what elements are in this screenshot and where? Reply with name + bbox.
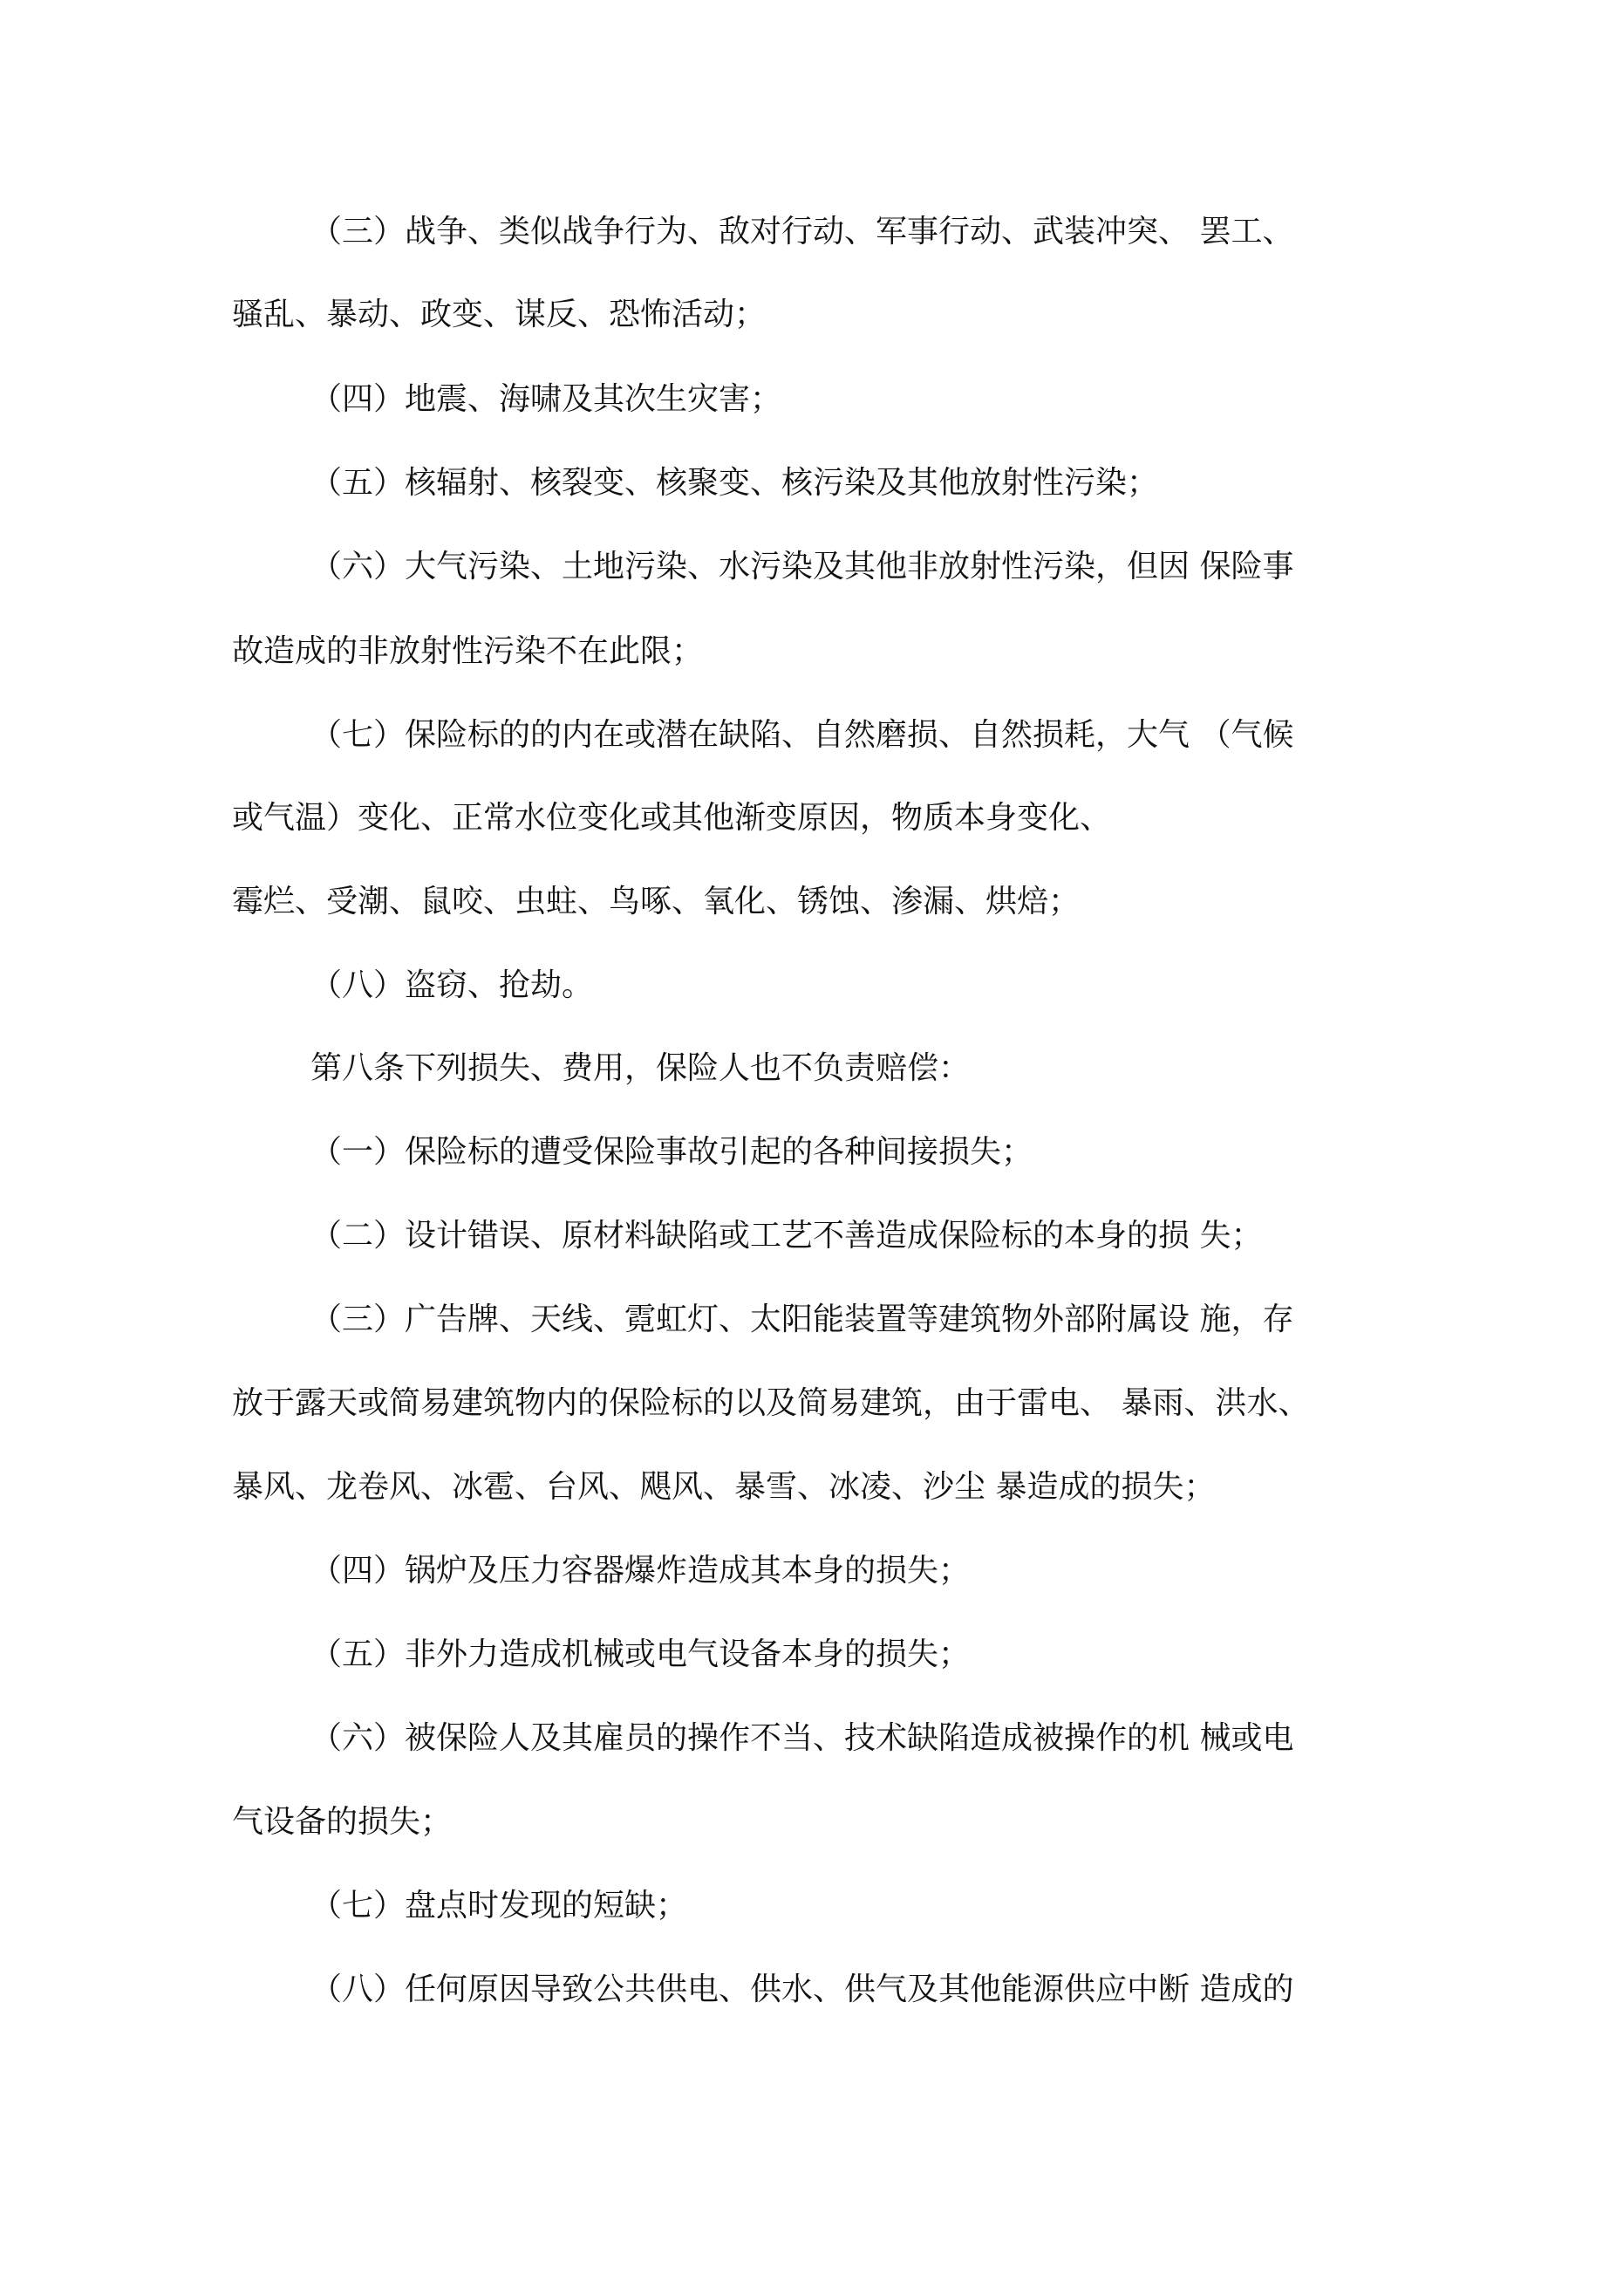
clause-8-item-4: （四）锅炉及压力容器爆炸造成其本身的损失； (310, 1553, 971, 1589)
clause-7-item-7-line-3: 霉烂、受潮、鼠咬、虫蛀、鸟啄、氧化、锈蚀、渗漏、烘焙； (232, 884, 1081, 919)
clause-7-item-4: （四）地震、海啸及其次生灾害； (310, 381, 782, 417)
clause-7-item-6-line-2: 故造成的非放射性污染不在此限； (232, 633, 704, 669)
clause-7-item-7-line-2: 或气温）变化、正常水位变化或其他渐变原因，物质本身变化、 (232, 800, 1112, 836)
clause-8-item-7: （七）盘点时发现的短缺； (310, 1888, 688, 1924)
clause-7-item-3-line-2: 骚乱、暴动、政变、谋反、恐怖活动； (232, 297, 767, 332)
clause-8-item-5: （五）非外力造成机械或电气设备本身的损失； (310, 1637, 971, 1672)
clause-8-item-8-line-1: （八）任何原因导致公共供电、供水、供气及其他能源供应中断 造成的 (310, 1971, 1294, 2007)
clause-8-item-3-line-3: 暴风、龙卷风、冰雹、台风、飓风、暴雪、冰凌、沙尘 暴造成的损失； (232, 1469, 1216, 1505)
clause-7-item-3-line-1: （三）战争、类似战争行为、敌对行动、军事行动、武装冲突、 罢工、 (310, 214, 1294, 249)
clause-8-item-1: （一）保险标的遭受保险事故引起的各种间接损失； (310, 1134, 1033, 1170)
clause-8-item-6-line-1: （六）被保险人及其雇员的操作不当、技术缺陷造成被操作的机 械或电 (310, 1720, 1294, 1756)
clause-7-item-7-line-1: （七）保险标的的内在或潜在缺陷、自然磨损、自然损耗，大气 （气候 (310, 717, 1294, 753)
clause-8-heading: 第八条下列损失、费用，保险人也不负责赔偿： (310, 1050, 971, 1086)
clause-7-item-8: （八）盗窃、抢劫。 (310, 967, 594, 1003)
clause-8-item-2: （二）设计错误、原材料缺陷或工艺不善造成保险标的本身的损 失； (310, 1218, 1263, 1254)
clause-7-item-6-line-1: （六）大气污染、土地污染、水污染及其他非放射性污染，但因 保险事 (310, 549, 1294, 584)
clause-8-item-6-line-2: 气设备的损失； (232, 1804, 453, 1840)
clause-8-item-3-line-2: 放于露天或简易建筑物内的保险标的以及简易建筑，由于雷电、 暴雨、洪水、 (232, 1385, 1310, 1421)
clause-7-item-5: （五）核辐射、核裂变、核聚变、核污染及其他放射性污染； (310, 465, 1159, 501)
clause-8-item-3-line-1: （三）广告牌、天线、霓虹灯、太阳能装置等建筑物外部附属设 施，存 (310, 1302, 1294, 1337)
